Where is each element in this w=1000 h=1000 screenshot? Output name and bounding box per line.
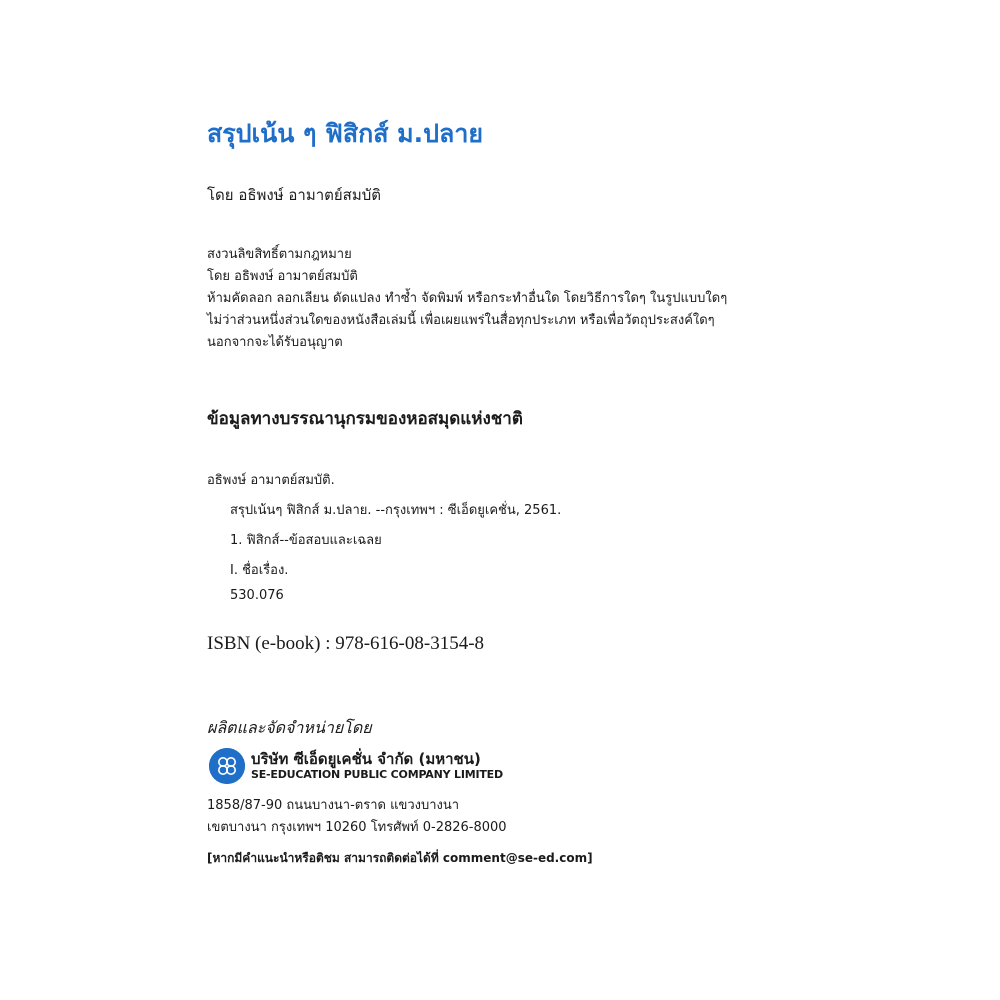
isbn-line: ISBN (e-book) : 978-616-08-3154-8 [207,633,485,654]
cip-subject-2: I. ชื่อเรื่อง. [230,563,289,578]
book-author-line: โดย อธิพงษ์ อามาตย์สมบัติ [207,186,381,204]
cip-heading: ข้อมูลทางบรรณานุกรมของหอสมุดแห่งชาติ [207,409,523,429]
feedback-contact: [หากมีคำแนะนำหรือติชม สามารถติดต่อได้ที่ comment@se-ed.com] [207,851,593,865]
copyright-notice [207,244,727,354]
publisher-address-line-2: เขตบางนา กรุงเทพฯ 10260 โทรศัพท์ 0-2826-8000 [207,820,507,835]
copyright-line: ห้ามคัดลอก ลอกเลียน ดัดแปลง ทำซ้ำ จัดพิมพ์ หรือกระทำอื่นใด โดยวิธีการใดๆ ในรูปแบบใดๆ [207,291,728,306]
cip-subject-1: 1. ฟิสิกส์--ข้อสอบและเฉลย [230,533,382,548]
publisher-address-line-1: 1858/87-90 ถนนบางนา-ตราด แขวงบางนา [207,798,460,813]
distribution-label: ผลิตและจัดจำหน่ายโดย [207,718,372,737]
copyright-line: ไม่ว่าส่วนหนึ่งส่วนใดของหนังสือเล่มนี้ เพื่อเผยแพร่ในสื่อทุกประเภท หรือเพื่อวัตถุประสงค์ใดๆ [207,313,715,328]
copyright-line: สงวนลิขสิทธิ์ตามกฎหมาย [207,247,352,262]
se-ed-logo-icon [209,748,245,784]
publisher-name-english: SE-EDUCATION PUBLIC COMPANY LIMITED [251,768,503,781]
cip-title-line: สรุปเน้นๆ ฟิสิกส์ ม.ปลาย. --กรุงเทพฯ : ซีเอ็ดยูเคชั่น, 2561. [230,503,562,518]
copyright-line: นอกจากจะได้รับอนุญาต [207,335,343,350]
copyright-line: โดย อธิพงษ์ อามาตย์สมบัติ [207,269,358,284]
cip-author: อธิพงษ์ อามาตย์สมบัติ. [207,473,335,488]
publisher-name-thai: บริษัท ซีเอ็ดยูเคชั่น จำกัด (มหาชน) [251,750,481,768]
book-title: สรุปเน้น ๆ ฟิสิกส์ ม.ปลาย [207,119,484,148]
cip-classification: 530.076 [230,588,284,603]
